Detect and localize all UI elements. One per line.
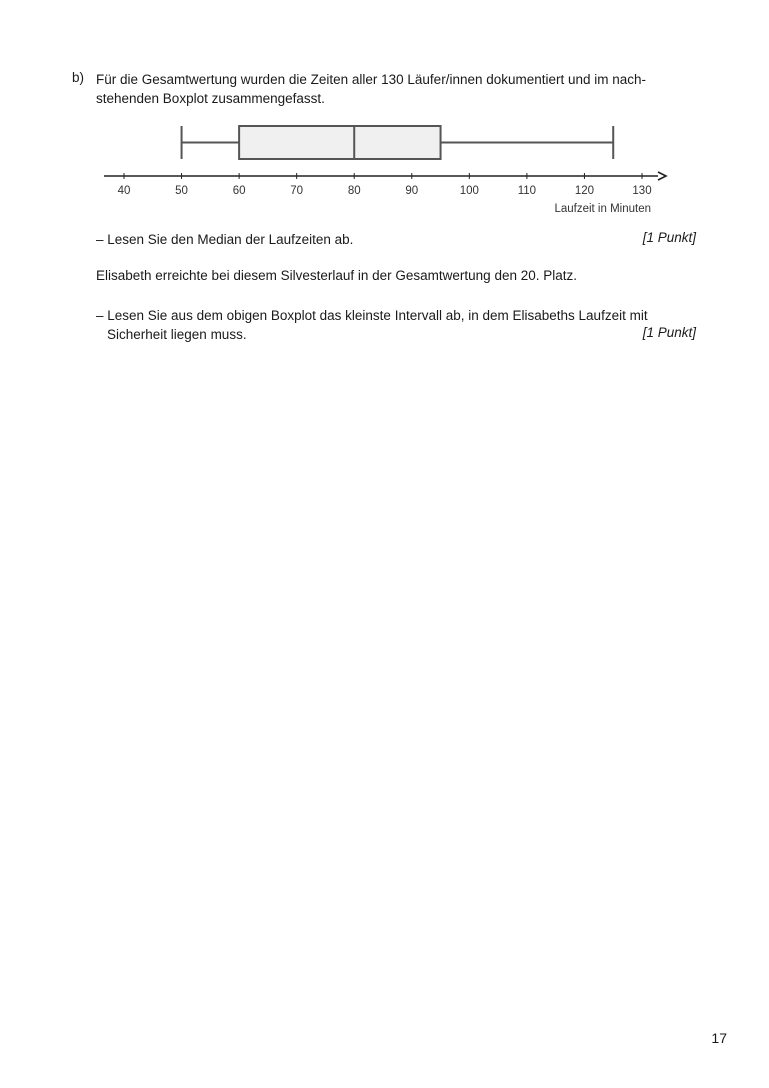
task-2 bbox=[96, 306, 696, 344]
boxplot-chart bbox=[96, 118, 676, 222]
task-2-points: [1 Punkt] bbox=[642, 325, 696, 340]
x-tick-label: 120 bbox=[574, 185, 595, 197]
x-tick-label: 130 bbox=[632, 185, 652, 197]
info-text: Elisabeth erreichte bei diesem Silvesterlauf in der Gesamtwertung den 20. Platz. bbox=[96, 268, 577, 283]
x-tick-label: 40 bbox=[117, 185, 131, 197]
info-paragraph bbox=[96, 266, 696, 285]
intro-paragraph bbox=[96, 70, 696, 108]
x-axis-label: Laufzeit in Minuten bbox=[554, 203, 651, 215]
task-1-points: [1 Punkt] bbox=[642, 230, 696, 245]
task-1-text: – Lesen Sie den Median der Laufzeiten ab. bbox=[96, 232, 354, 247]
x-tick-label: 110 bbox=[517, 185, 537, 197]
x-axis-arrow bbox=[658, 172, 666, 180]
part-label: b) bbox=[72, 70, 85, 85]
x-tick-label: 90 bbox=[405, 185, 419, 197]
x-tick-label: 70 bbox=[290, 185, 304, 197]
page-number: 17 bbox=[711, 1030, 727, 1046]
intro-line-1: Für die Gesamtwertung wurden die Zeiten aller 130 Läufer/innen dokumentiert und im nach- bbox=[96, 72, 647, 87]
iqr-box bbox=[239, 126, 440, 159]
task-2-line-1: – Lesen Sie aus dem obigen Boxplot das kleinste Intervall ab, in dem Elisabeths Laufzeit mit bbox=[96, 308, 648, 323]
task-2-line-2: Sicherheit liegen muss. bbox=[107, 327, 247, 342]
intro-line-2: stehenden Boxplot zusammengefasst. bbox=[96, 91, 325, 106]
task-1 bbox=[96, 230, 696, 249]
x-tick-label: 100 bbox=[459, 185, 479, 197]
x-tick-label: 80 bbox=[347, 185, 361, 197]
x-tick-label: 50 bbox=[175, 185, 188, 197]
x-tick-label: 60 bbox=[232, 185, 246, 197]
